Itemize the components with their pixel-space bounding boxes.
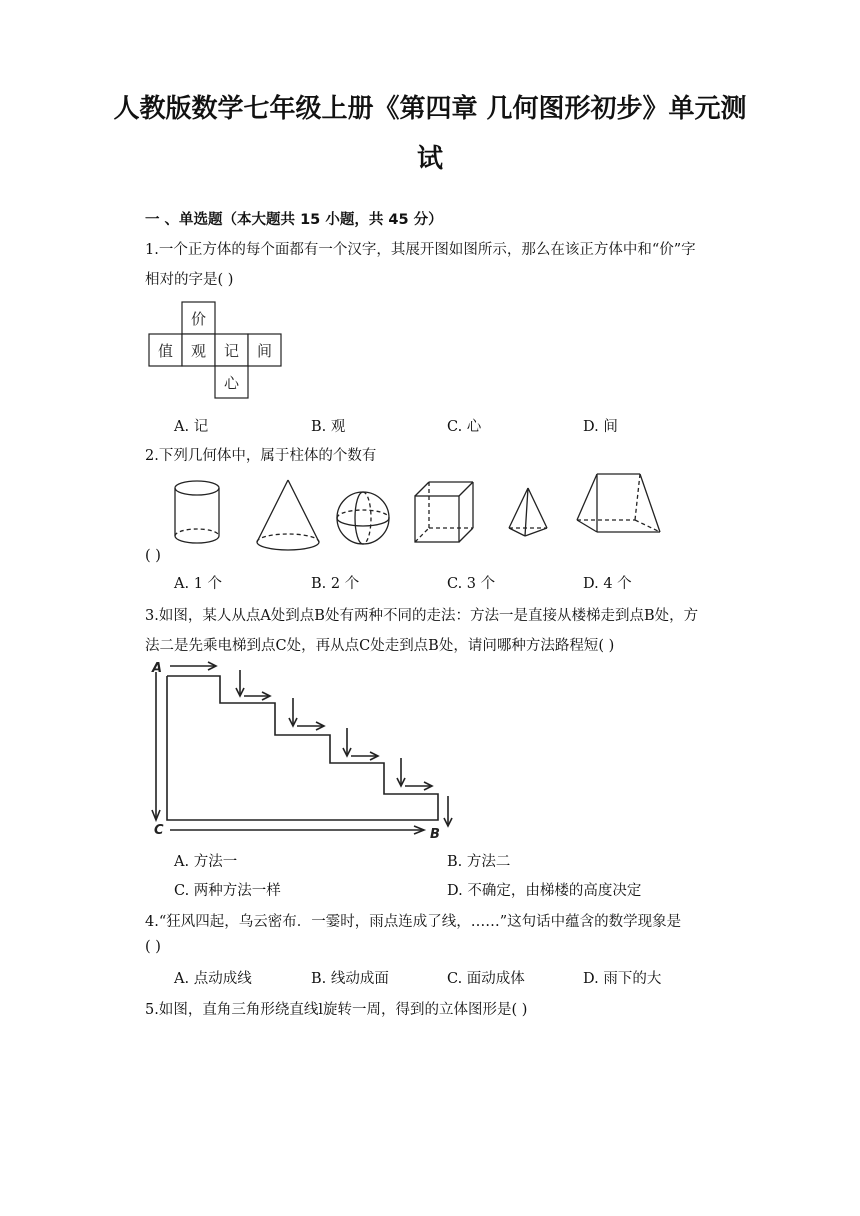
cube-net-figure bbox=[148, 300, 283, 400]
q4-option-b[interactable]: B. 线动成面 bbox=[311, 971, 389, 987]
staircase-outline bbox=[167, 676, 438, 820]
q3-option-b[interactable]: B. 方法二 bbox=[447, 854, 511, 870]
cylinder-icon bbox=[175, 481, 219, 543]
net-char: 记 bbox=[223, 342, 240, 360]
q2-option-d[interactable]: D. 4 个 bbox=[583, 576, 632, 592]
page-title-line1: 人教版数学七年级上册《第四章 几何图形初步》单元测 bbox=[113, 94, 747, 124]
q4-option-c[interactable]: C. 面动成体 bbox=[447, 971, 525, 987]
q4-option-a[interactable]: A. 点动成线 bbox=[174, 971, 252, 987]
staircase-figure bbox=[148, 658, 468, 843]
q2-option-c[interactable]: C. 3 个 bbox=[447, 576, 496, 592]
q4-text-line2: ( ) bbox=[145, 939, 161, 955]
q2-text-line1: 2.下列几何体中，属于柱体的个数有 bbox=[145, 448, 377, 464]
net-char: 心 bbox=[223, 374, 240, 392]
q3-option-c[interactable]: C. 两种方法一样 bbox=[174, 883, 281, 899]
q1-option-a[interactable]: A. 记 bbox=[174, 419, 209, 435]
point-a-label: A bbox=[152, 661, 163, 676]
sphere-icon bbox=[337, 492, 389, 544]
q1-option-b[interactable]: B. 观 bbox=[311, 419, 346, 435]
pyramid-icon bbox=[509, 488, 547, 536]
cone-icon bbox=[257, 480, 319, 550]
q3-option-d[interactable]: D. 不确定，由梯楼的高度决定 bbox=[447, 883, 642, 899]
net-char: 间 bbox=[256, 342, 273, 360]
q1-text-line2: 相对的字是( ) bbox=[145, 272, 234, 288]
q2-option-a[interactable]: A. 1 个 bbox=[174, 576, 223, 592]
net-char: 值 bbox=[157, 342, 174, 360]
triangular-prism-icon bbox=[577, 474, 660, 532]
point-b-label: B bbox=[430, 827, 440, 842]
solids-figure bbox=[145, 470, 665, 560]
net-char: 价 bbox=[190, 310, 207, 328]
q2-paren: ( ) bbox=[145, 548, 161, 564]
q5-text-line1: 5.如图，直角三角形绕直线l旋转一周，得到的立体图形是( ) bbox=[145, 1002, 528, 1018]
point-c-label: C bbox=[154, 823, 164, 838]
q3-text-line2: 法二是先乘电梯到点C处，再从点C处走到点B处，请问哪种方法路程短( ) bbox=[145, 638, 615, 654]
q3-text-line1: 3.如图，某人从点A处到点B处有两种不同的走法：方法一是直接从楼梯走到点B处，方 bbox=[145, 608, 699, 624]
q2-option-b[interactable]: B. 2 个 bbox=[311, 576, 360, 592]
q4-option-d[interactable]: D. 雨下的大 bbox=[583, 971, 662, 987]
q4-text-line1: 4.“狂风四起，乌云密布．一霎时，雨点连成了线，……”这句话中蕴含的数学现象是 bbox=[145, 914, 682, 930]
cube-icon bbox=[415, 482, 473, 542]
section-heading: 一 、单选题（本大题共 15 小题，共 45 分） bbox=[145, 212, 443, 228]
q1-option-d[interactable]: D. 间 bbox=[583, 419, 618, 435]
q1-text-line1: 1.一个正方体的每个面都有一个汉字，其展开图如图所示，那么在该正方体中和“价”字 bbox=[145, 242, 696, 258]
page-title-line2: 试 bbox=[416, 144, 443, 174]
q3-option-a[interactable]: A. 方法一 bbox=[174, 854, 238, 870]
q1-option-c[interactable]: C. 心 bbox=[447, 419, 482, 435]
net-char: 观 bbox=[190, 342, 207, 360]
